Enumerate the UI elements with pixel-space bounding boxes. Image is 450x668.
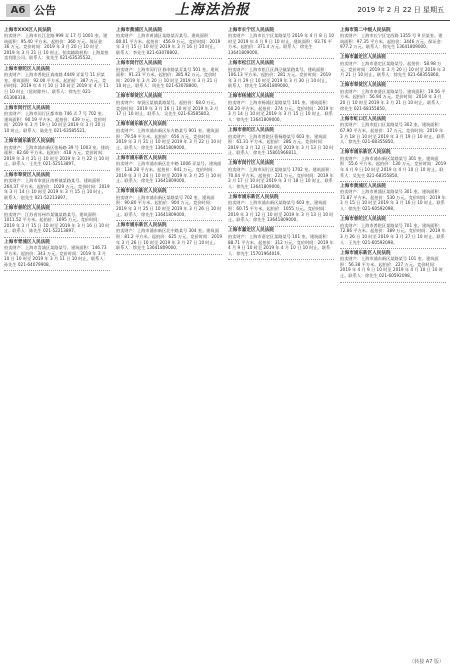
notice-body: 拍卖财产：上海市浦东新区某路某号 603 室。建筑面积：60.75 平方米。起拍价：1055 万元。竞价时间：2019 年 3 月 12 日 10 时至 2019 年 3 月 13 日 10 时止。联系人：徐先生 13641809000。 [228,200,334,223]
notice-body: 拍卖财产：上海市浦东新区张杨路 39 号 1003 室。建筑面积：82.60 平方米。起拍价：418 万元。竞价时间：2019 年 3 月 21 日 10 时至 2019 年 3 月 22 日 10 时止。联系人：王先生 021-52513897。 [4,144,110,167]
auction-notice [116,154,222,187]
notice-court-title: 上海市黄浦区人民法院 [116,27,162,33]
notice-court-title: 上海市普陀区人民法院 [4,66,50,72]
notice-body: 拍卖财产：上海市浦东新区某路某号 101 室。建筑面积：56.38 平方米。起拍价：227 万元。竞价时间：2019 年 4 月 9 日 10 时至 2019 年 4 月 10 日 10 时止。联系人：徐先生 021-60592098。 [340,256,443,278]
notice-court-title: 上海市普陀区人民法院 [4,206,50,212]
notice-body: 拍卖财产：上海市虹口区某路某号 302 室。建筑面积：67.90 平方米。起拍价：17 万元。竞价时间：2019 年 3 月 18 日 10 时至 2019 年 3 月 19 日 10 时止。联系人：徐先生 021-68355850。 [340,122,445,145]
notice-court-title: 上海市浦东新区人民法院 [4,139,55,145]
notice-body: 拍卖财产：上海市松江区泗泾镇某路某号。建筑面积：106.13 平方米。起拍价：281 万元。竞价时间：2019 年 3 月 29 日 10 时至 2019 年 3 月 30 日 10 时止。联系人：徐先生 13641809000。 [228,66,331,89]
auction-notice [116,93,222,121]
notice-body: 拍卖财产：上海市浦东新区北中路某号 304 室。建筑面积：81.2 平方米。起拍价：625 万元。竞价时间：2019 年 3 月 26 日 10 时至 2019 年 3 月 27 日 10 时止。联系人：徐先生 13641809000。 [116,228,222,251]
issue-date: 2019 年 2 月 22 日 星期五 [357,6,444,14]
notice-court-title: 上海市浦东新区人民法院 [116,122,167,128]
notice-court-title: 上海市第二中级人民法院 [340,27,391,33]
auction-notice [340,149,446,182]
auction-notice [340,249,446,282]
notice-column [116,26,222,658]
notice-body: 拍卖财产：上海市闵行区春申路某弄某号 501 室。建筑面积：91.23 平方米。起拍价：385.92 万元。竞价时间：2019 年 3 月 20 日 10 时至 2019 年 3 月 21 日 10 时止。联系人：周先生 021-63078800。 [116,66,219,89]
auction-notice [116,26,222,59]
notice-court-title: 上海市浦东新区人民法院 [116,155,167,161]
notice-court-title: 上海市松江区人民法院 [228,60,274,66]
notice-body: 拍卖财产：上海市奉贤区某路某号。建筑面积：19.56 平方米。起拍价：56.94 万元。竞价时间：2019 年 3 月 20 日 10 时至 2019 年 3 月 21 日 10 时止。联系人：徐先生 021-68355850。 [340,88,446,111]
notice-body: 拍卖财产：上海市普陀区真南路 4449 弄某号 11 层某室。建筑面积：92.00 平方米。起拍价：387 万元。竞价时间：2019 年 4 月 10 日 10 时至 2019 年 4 月 11 日 10 时止（延时除外）。联系人：徐先生 021-61308318。 [4,72,109,100]
notice-body: 拍卖财产：江苏省苏州市某镇某路某号。建筑面积：1011.52 平方米。起拍价：1095 万元。竞价时间：2019 年 3 月 15 日 10 时至 2019 年 3 月 16 日 10 时止。联系人：陈先生 021-52213897。 [4,211,110,234]
auction-notice [228,227,334,260]
notice-body: 拍卖财产：上海市青浦区某路某号。建筑面积：146.73 平方米。起拍价：343 万元。竞价时间：2019 年 3 月 10 日 10 时至 2019 年 3 月 11 日 10 时止。联系人：孙先生 021-64079908。 [4,245,108,267]
auction-notice [4,65,110,104]
auction-notice [340,182,446,215]
notice-court-title: 上海市浦东新区人民法院 [116,189,167,195]
notice-body: 拍卖财产：上海市浦东新区某路某号 702 室。建筑面积：90.80 平方米。起拍价：904 万元。竞价时间：2019 年 3 月 25 日 10 时至 2019 年 3 月 26 日 10 时止。联系人：徐先生 13641809000。 [116,194,222,217]
notice-body: 拍卖财产：上海市长宁区某路某号 2019 年 4 月 8 日 10 时至 2019 年 4 月 9 日 10 时止。建筑面积：93.76 平方米。起拍价：371.4 万元。联系人：徐先生 13641809000。 [228,33,334,55]
page-header [0,0,450,21]
auction-notice [228,193,334,226]
notice-body: 拍卖财产：上海市嘉定区某路某号 101 室。建筑面积：88.71 平方米。起拍价：312 万元。竞价时间：2019 年 4 月 9 日 10 时至 2019 年 4 月 10 日 10 时止。联系人：徐先生 15701964019。 [228,233,334,256]
notice-body: 拍卖财产：上海市闵行区某路某号 1702 室。建筑面积：70.04 平方米。起拍价：221 万元。竞价时间：2019 年 3 月 17 日 10 时至 2019 年 3 月 18 日 10 时止。联系人：徐先生 13641809000。 [228,166,334,189]
page-number-badge: A6 [6,4,30,17]
notice-body: 拍卖财产：上海市浦东新区某路某号 301 室。建筑面积：55.6 平方米。起拍价：130 万元。竞价时间：2019 年 4 月 9 日 10 时至 2019 年 4 月 10 日 10 时止。联系人：吴先生 021-68355850。 [340,155,446,178]
auction-notice [228,126,334,159]
notice-body: 拍卖财产：上海市普陀区曹杨路某号 603 室。建筑面积：61.31 平方米。起拍价：286 万元。竞价时间：2019 年 3 月 12 日 10 时至 2019 年 3 月 13 日 10 时止。联系人：徐先生 15801966811。 [228,133,334,156]
notice-body: 拍卖财产：上海市杨浦区某路某号 101 室。建筑面积：60.20 平方米。起拍价：274 万元。竞价时间：2019 年 3 月 14 日 10 时至 2019 年 3 月 15 日 10 时止。联系人：徐先生 13641809000。 [228,100,334,122]
notice-court-title: 上海市黄浦区人民法院 [340,183,386,189]
notice-columns [4,26,446,658]
notice-body: 拍卖财产：上海市普陀区某路某号 701 室。建筑面积：72.86 平方米。起拍价：389 万元。竞价时间：2019 年 3 月 26 日 10 时至 2019 年 3 月 27 日 10 时止。联系人：王先生 021-60592098。 [340,222,446,245]
auction-notice [4,171,110,204]
auction-notice [116,121,222,154]
notice-body: 拍卖财产：上海市黄浦区某路某弄某号。建筑面积：80.01 平方米。起拍价：456.9 万元。竞价时间：2019 年 3 月 15 日 10 时至 2019 年 3 月 16 日 10 时止。联系人：李先生 021-63078802。 [116,33,221,55]
newspaper-name: 上海法治报 [175,2,250,18]
notice-court-title: 上海市闵行区人民法院 [228,161,274,167]
notice-court-title: 上海市奉贤区人民法院 [116,94,162,100]
notice-body: 拍卖财产：上海市浦东新区北中路 1006 弄某号。建筑面积：138.28 平方米。起拍价：941 万元。竞价时间：2019 年 3 月 24 日 10 时至 2019 年 3 月 25 日 10 时止。联系人：徐先生 13641809000。 [116,161,222,184]
notice-court-title: 上海市普陀区人民法院 [340,217,386,223]
notice-body: 拍卖财产：上海市长宁区定西路 1355 号 9 层某室。建筑面积：97.35 平方米。起拍价：3446 万元。保证金：977.2 万元。联系人：徐先生 13641809000。 [340,33,445,50]
auction-notice [4,104,110,137]
auction-notice [228,26,334,59]
notice-court-title: 上海市普陀区人民法院 [228,127,274,133]
notice-court-title: 上海市长宁区人民法院 [228,27,274,33]
notice-court-title: 上海市虹口区人民法院 [340,116,386,122]
auction-notice [340,82,446,115]
auction-notice [340,26,446,54]
auction-notice [340,115,446,148]
notice-body: 拍卖财产：上海市长江北路 999 弄 17 号 1001 室。建筑面积：95.40 平方米。起拍价：360 万元。保证金：36 万元。竞价时间：2019 年 3 月 20 日 10 时至 2019 年 3 月 21 日 10 时止。拍卖辅助机构：上海某拍卖有限公司。联系人：张先生 021-63535532。 [4,33,109,61]
notice-court-title: 上海市XXX区人民法院 [4,27,52,33]
auction-notice [228,160,334,193]
notice-court-title: 上海市嘉定区人民法院 [228,228,274,234]
notice-court-title: 上海市闵行区人民法院 [4,105,50,111]
notice-court-title: 上海市浦东新区人民法院 [116,222,167,228]
auction-notice [116,188,222,221]
notice-court-title: 上海市闵行区人民法院 [116,60,162,66]
notice-court-title: 上海市奉贤区人民法院 [4,172,50,178]
notice-column [228,26,334,658]
notice-court-title: 上海市浦东新区人民法院 [340,250,391,256]
auction-notice [4,26,110,65]
auction-notice [4,138,110,171]
notice-column [4,26,110,658]
auction-notice [340,216,446,249]
auction-notice [116,59,222,92]
auction-notice [228,59,334,92]
notice-body: 拍卖财产：上海市闵行区都市路 746 弄 7 号 702 室。建筑面积：90.19 平方米。起拍价：439 万元。竞价时间：2019 年 3 月 19 日 10 时至 2019 年 3 月 20 日 10 时止。联系人：陆先生 021-63585521。 [4,111,107,133]
notice-body: 拍卖财产：奉贤区某镇某路某号。起拍价：68.0 万元。竞价时间：2019 年 3 月 16 日 10 时至 2019 年 3 月 17 日 10 时止。联系人：吴先生 021-63585803。 [116,100,219,117]
notice-court-title: 上海市嘉定区人民法院 [340,55,386,61]
notice-body: 拍卖财产：上海市浦东新区东方路某号 901 室。建筑面积：79.59 平方米。起拍价：656 万元。竞价时间：2019 年 3 月 21 日 10 时至 2019 年 3 月 22 日 10 时止。联系人：徐先生 13641809000。 [116,127,222,150]
notice-body: 拍卖财产：上海市奉贤区南桥镇某路某号。建筑面积：264.37 平方米。起拍价：1029 万元。竞价时间：2019 年 3 月 14 日 10 时至 2019 年 3 月 15 日 10 时止。联系人：赵先生 021-52213897。 [4,178,110,200]
notice-court-title: 上海市青浦区人民法院 [4,239,50,245]
notice-column [340,26,446,658]
auction-notice [228,93,334,126]
auction-notice [4,238,110,271]
section-title: 公告 [34,4,56,17]
notice-body: 拍卖财产：上海市黄浦区某路某号 301 室。建筑面积：71.87 平方米。起拍价：530 万元。竞价时间：2019 年 3 月 15 日 10 时至 2019 年 3 月 16 日 10 时止。联系人：徐先生 021-60592098。 [340,189,446,212]
notice-body: 拍卖财产：上海市嘉定区某路某号。起拍价：58.98 万元。竞价时间：2019 年 3 月 20 日 10 时至 2019 年 3 月 21 日 10 时止。联系人：徐先生 021-68355860。 [340,60,446,78]
notice-court-title: 上海市奉贤区人民法院 [340,83,386,89]
notice-court-title: 上海市浦东新区人民法院 [340,150,391,156]
notice-court-title: 上海市浦东新区人民法院 [228,194,279,200]
notice-court-title: 上海市杨浦区人民法院 [228,94,274,100]
continued-note: （转接 A7 版） [409,659,444,665]
auction-notice [340,54,446,82]
auction-notice [4,205,110,238]
auction-notice [116,221,222,254]
